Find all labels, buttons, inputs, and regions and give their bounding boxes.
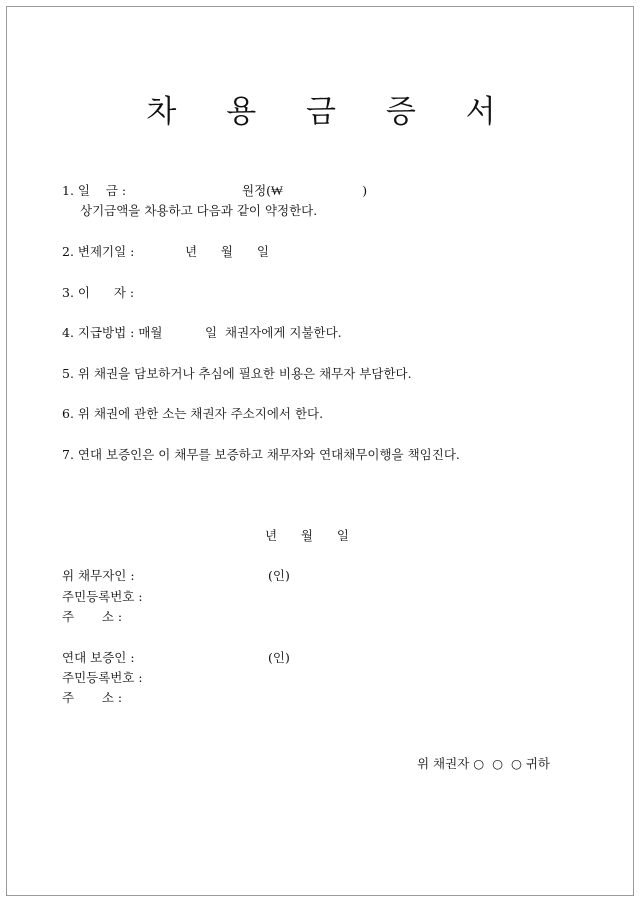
guarantor-label: 연대 보증인 :: [62, 650, 135, 665]
clause-4-label: 4. 지급방법 : 매월: [62, 325, 163, 340]
debtor-label: 위 채무자인 :: [62, 568, 135, 583]
clause-5: 5. 위 채권을 담보하거나 추심에 필요한 비용은 채무자 부담한다.: [62, 366, 412, 381]
clause-2-date: 년 월 일: [185, 244, 269, 259]
debtor-address-label: 주 소 :: [62, 609, 123, 624]
clause-1-label: 1. 일 금 :: [62, 183, 127, 198]
signing-date: 년 월 일: [265, 528, 349, 543]
clause-2-label: 2. 변제기일 :: [62, 244, 135, 259]
guarantor-seal: (인): [268, 650, 290, 665]
clause-4-text: 일 채권자에게 지불한다.: [205, 325, 342, 340]
clause-6: 6. 위 채권에 관한 소는 채권자 주소지에서 한다.: [62, 406, 324, 421]
clause-1-text: 상기금액을 차용하고 다음과 같이 약정한다.: [80, 203, 318, 218]
clause-7: 7. 연대 보증인은 이 채무를 보증하고 채무자와 연대채무이행을 책임진다.: [62, 447, 460, 462]
guarantor-address-label: 주 소 :: [62, 690, 123, 705]
creditor-line: 위 채권자 ○ ○ ○ 귀하: [417, 756, 550, 771]
clause-1-amount: 원정(₩ ): [242, 183, 368, 198]
debtor-seal: (인): [268, 568, 290, 583]
debtor-id-label: 주민등록번호 :: [62, 589, 143, 604]
document-title: 차 용 금 증 서: [146, 94, 516, 130]
guarantor-id-label: 주민등록번호 :: [62, 670, 143, 685]
clause-3: 3. 이 자 :: [62, 285, 135, 300]
